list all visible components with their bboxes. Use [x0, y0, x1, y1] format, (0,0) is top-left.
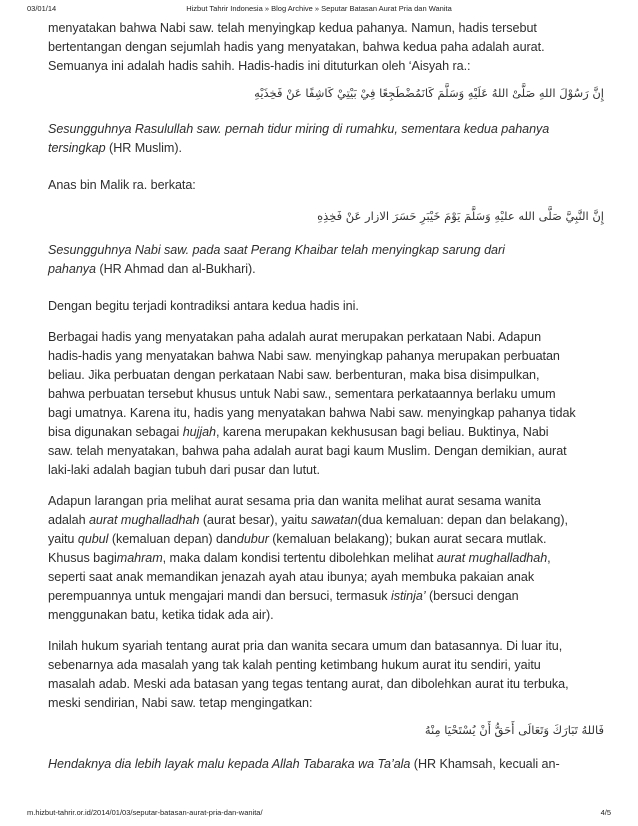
text-line: laki-laki adalah bagian tubuh dari pusar dan lutut. — [48, 463, 320, 477]
text-fragment: (dua kemaluan: depan dan belakang), — [357, 513, 568, 527]
italic-term: aurat mughalladhah — [88, 513, 200, 527]
text-line: masalah adab. Meski ada batasan yang tegas tentang aurat, dan dibolehkan aurat itu terbuka, — [48, 677, 569, 691]
print-date: 03/01/14 — [27, 4, 57, 13]
print-header — [27, 4, 611, 16]
text-line: sebenarnya ada masalah yang tak kalah penting ketimbang hukum aurat itu sendiri, yaitu — [48, 658, 541, 672]
paragraph — [48, 637, 604, 713]
italic-term: hujjah — [182, 425, 217, 439]
paragraph: Anas bin Malik ra. berkata: — [48, 178, 196, 192]
text-fragment: , maka dalam kondisi tertentu dibolehkan melihat — [162, 551, 437, 565]
italic-text: tersingkap — [48, 141, 106, 155]
text-fragment: yaitu — [48, 532, 78, 546]
text-line: beliau. Jika perbuatan dengan perkataan Nabi saw. berbenturan, maka bisa disimpulkan, — [48, 368, 540, 382]
italic-term: mahram — [116, 551, 163, 565]
italic-text: pahanya — [48, 262, 96, 276]
italic-term: sawatan — [311, 513, 358, 527]
text-fragment: , — [547, 551, 551, 565]
text-fragment: (kemaluan belakang); bukan aurat secara mutlak. — [268, 532, 547, 546]
arabic-hadith: إِنَّ رَسُوْلَ اللهِ صَلَّىْ اللهُ عَلَيْهِ وَسَلَّمَ كَانَمُضْطَجِعًا فِيْ بَيْتِيْ كَاشِفًا عَنْ فَخِذَيْهِ — [254, 86, 604, 100]
paragraph — [48, 19, 604, 76]
italic-term: aurat mughalladhah — [436, 551, 548, 565]
text-line: menyatakan bahwa Nabi saw. telah menyingkap kedua pahanya. Namun, hadis tersebut — [48, 21, 537, 35]
text-line: Semuanya ini adalah hadis sahih. Hadis-hadis ini dituturkan oleh ‘Aisyah ra.: — [48, 59, 471, 73]
paragraph — [48, 492, 604, 625]
italic-term: dubur — [236, 532, 269, 546]
text-fragment: , karena merupakan kekhususan bagi beliau. Buktinya, Nabi — [216, 425, 549, 439]
text-line: meski sendirian, Nabi saw. tetap mengingatkan: — [48, 696, 313, 710]
text-line: bertentangan dengan sejumlah hadis yang menyatakan, bahwa kedua paha adalah aurat. — [48, 40, 545, 54]
text-fragment: (aurat besar), yaitu — [199, 513, 311, 527]
text-line: Sesungguhnya Nabi saw. pada saat Perang Khaibar telah menyingkap sarung dari — [48, 243, 505, 257]
text-fragment: Khusus bagi — [48, 551, 117, 565]
text-fragment: (kemaluan depan) dan — [108, 532, 237, 546]
italic-text: Hendaknya dia lebih layak malu kepada Allah Tabaraka wa Ta’ala — [48, 757, 411, 771]
text-fragment: perempuannya untuk mengajari mandi dan bersuci, termasuk — [48, 589, 391, 603]
text-line: Inilah hukum syariah tentang aurat pria dan wanita secara umum dan batasannya. Di luar itu, — [48, 639, 563, 653]
text-line: saw. telah menyatakan, bahwa paha adalah aurat bagi kaum Muslim. Dengan demikian, aurat — [48, 444, 567, 458]
text-line: menggunakan batu, ketika tidak ada air). — [48, 608, 274, 622]
italic-term: istinja’ — [390, 589, 426, 603]
text-fragment: (bersuci dengan — [425, 589, 519, 603]
citation: (HR Muslim). — [105, 141, 182, 155]
text-line: hadis-hadis yang menyatakan bahwa Nabi saw. menyingkap pahanya merupakan perbuatan — [48, 349, 560, 363]
text-line: seperti saat anak memandikan jenazah ayah atau ibunya; ayah membuka pakaian anak — [48, 570, 535, 584]
italic-term: qubul — [77, 532, 109, 546]
page-url: m.hizbut-tahrir.or.id/2014/01/03/seputar-batasan-aurat-pria-dan-wanita/ — [27, 808, 263, 817]
text-line: Berbagai hadis yang menyatakan paha adalah aurat merupakan perkataan Nabi. Adapun — [48, 330, 542, 344]
hadith-translation — [48, 755, 604, 774]
print-footer — [27, 808, 611, 820]
citation: (HR Ahmad dan al-Bukhari). — [95, 262, 256, 276]
paragraph: Dengan begitu terjadi kontradiksi antara kedua hadis ini. — [48, 299, 359, 313]
paragraph — [48, 328, 604, 480]
arabic-hadith: إِنَّ النَّبِيَّ صَلَّى الله عليْهِ وَسَلَّمَ يَوْمَ خَيْبَرِ حَسَرَ الازار عَنْ فَخِذِهِ — [317, 209, 604, 223]
hadith-translation — [48, 241, 604, 279]
text-line: Sesungguhnya Rasulullah saw. pernah tidur miring di rumahku, sementara kedua pahanya — [48, 122, 550, 136]
text-line: bagi umatnya. Karena itu, hadis yang menyatakan bahwa Nabi saw. menyingkap pahanya tidak — [48, 406, 576, 420]
article-body — [48, 19, 604, 774]
hadith-translation — [48, 120, 604, 158]
text-line: bahwa perbuatan tersebut khusus untuk Nabi saw., sementara perkataannya berlaku umum — [48, 387, 556, 401]
page-title: Hizbut Tahrir Indonesia » Blog Archive » Seputar Batasan Aurat Pria dan Wanita — [186, 4, 452, 13]
text-line: Adapun larangan pria melihat aurat sesama pria dan wanita melihat aurat sesama wanita — [48, 494, 541, 508]
text-fragment: bisa digunakan sebagai — [48, 425, 183, 439]
arabic-hadith: فَاللهُ تَبَارَكَ وَتَعَالَى أَحَقُّ أَنْ يُسْتَحْيَا مِنْهُ — [424, 723, 604, 737]
page-number: 4/5 — [600, 808, 611, 817]
citation: (HR Khamsah, kecuali an- — [410, 757, 560, 771]
text-fragment: adalah — [48, 513, 89, 527]
